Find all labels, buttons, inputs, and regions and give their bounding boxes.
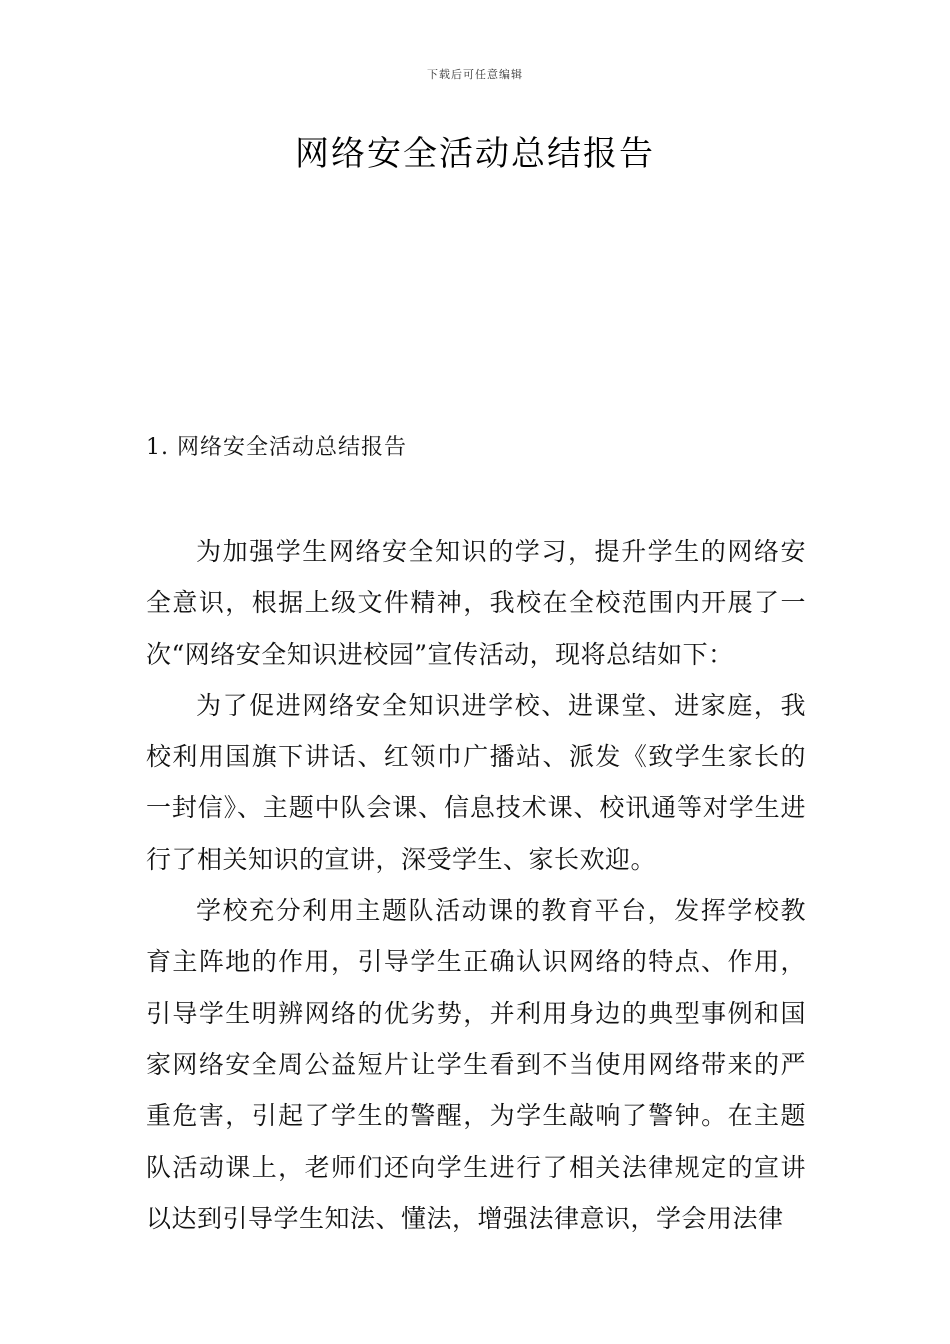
section-heading: 1. 网络安全活动总结报告 <box>146 435 407 460</box>
document-title: 网络安全活动总结报告 <box>295 134 655 174</box>
paragraph-3: 学校充分利用主题队活动课的教育平台，发挥学校教育主阵地的作用，引导学生正确认识网络的特点、作用，引导学生明辨网络的优劣势，并利用身边的典型事例和国家网络安全周公益短片让学生看到不当使用网络带来的严重危害，引起了学生的警醒，为学生敲响了警钟。在主题队活动课上，老师们还向学生进行了相关法律规定的宣讲以达到引导学生知法、懂法，增强法律意识，学会用法律 <box>146 896 806 1233</box>
paragraph-1: 为加强学生网络安全知识的学习，提升学生的网络安全意识，根据上级文件精神，我校在全校范围内开展了一次“网络安全知识进校园”宣传活动，现将总结如下： <box>146 537 806 669</box>
paragraph-2: 为了促进网络安全知识进学校、进课堂、进家庭，我校利用国旗下讲话、红领巾广播站、派发《致学生家长的一封信》、主题中队会课、信息技术课、校讯通等对学生进行了相关知识的宣讲，深受学生、家长欢迎。 <box>146 690 806 874</box>
body-text <box>146 526 806 1244</box>
header-note: 下载后可任意编辑 <box>427 68 523 81</box>
